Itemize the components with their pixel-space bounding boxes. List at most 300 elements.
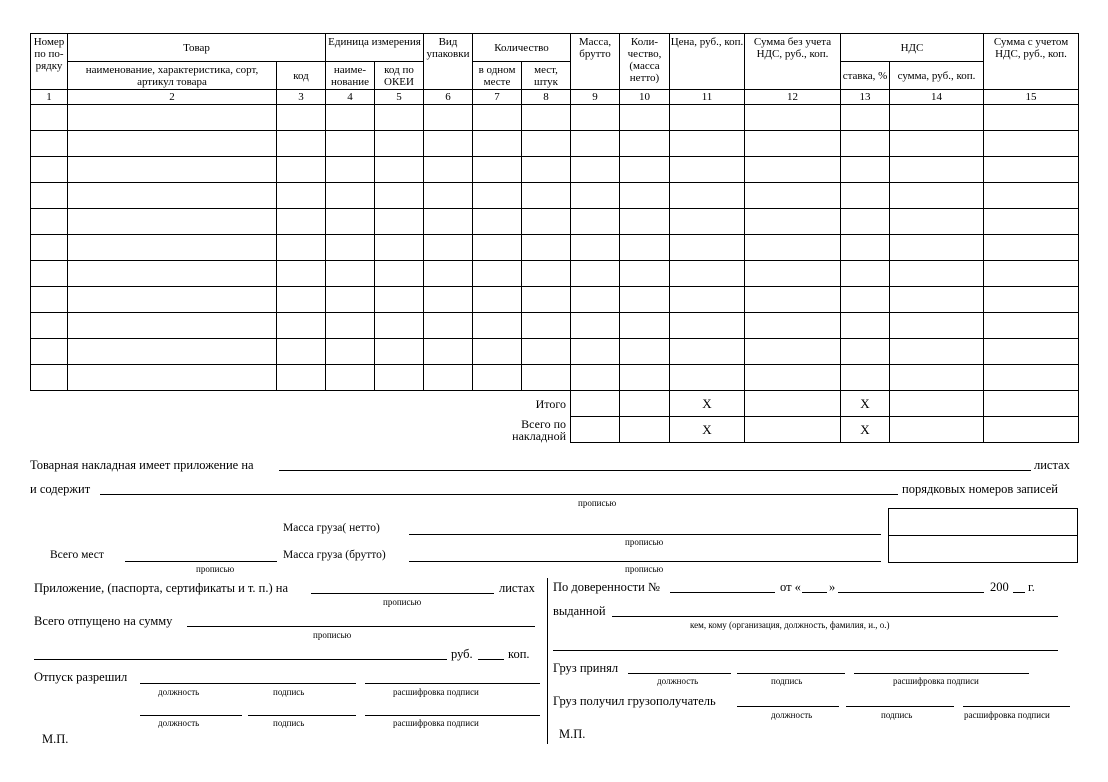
rub-label: руб. (451, 647, 473, 661)
table-cell[interactable] (277, 183, 326, 209)
table-cell[interactable] (277, 365, 326, 391)
total-places-field[interactable] (125, 561, 277, 562)
col-qty-net-header: Коли-чество, (масса нетто) (620, 34, 670, 90)
table-cell[interactable] (326, 287, 375, 313)
col-number: 4 (326, 90, 375, 105)
table-cell[interactable] (68, 235, 277, 261)
table-cell[interactable] (473, 235, 522, 261)
table-cell[interactable] (745, 209, 841, 235)
poa-from-label: от « (780, 580, 801, 594)
col-pack-header: Вид упаковки (424, 34, 473, 90)
table-cell[interactable] (424, 235, 473, 261)
totals-row-itogo (31, 391, 1079, 417)
table-cell[interactable] (522, 365, 571, 391)
table-cell[interactable] (670, 339, 745, 365)
table-cell[interactable] (31, 157, 68, 183)
table-cell[interactable] (522, 235, 571, 261)
table-cell[interactable] (571, 157, 620, 183)
table-cell[interactable] (745, 313, 841, 339)
signature-caption: подпись (273, 718, 305, 728)
poa-year-field[interactable] (1013, 592, 1025, 593)
table-cell[interactable] (571, 417, 620, 443)
table-cell[interactable] (620, 209, 670, 235)
table-cell[interactable] (890, 235, 984, 261)
table-cell[interactable] (841, 339, 890, 365)
issued-field[interactable] (612, 616, 1058, 617)
poa-quote-close: » (829, 580, 836, 594)
table-cell[interactable] (841, 209, 890, 235)
table-cell[interactable] (670, 365, 745, 391)
table-cell[interactable] (890, 287, 984, 313)
decoding-caption: расшифровка подписи (893, 676, 979, 686)
table-cell[interactable] (473, 157, 522, 183)
table-row[interactable] (31, 365, 1079, 391)
signature-caption: подпись (881, 710, 913, 720)
table-cell[interactable] (841, 183, 890, 209)
table-cell[interactable] (890, 417, 984, 443)
table-cell[interactable] (745, 261, 841, 287)
table-cell[interactable] (620, 235, 670, 261)
table-cell[interactable] (745, 235, 841, 261)
table-cell[interactable] (620, 417, 670, 443)
table-cell[interactable] (620, 287, 670, 313)
table-row[interactable] (31, 105, 1079, 131)
itogo-label: Итого (535, 396, 566, 411)
x-mark: Х (670, 417, 745, 443)
table-cell[interactable] (984, 391, 1079, 417)
table-cell[interactable] (841, 261, 890, 287)
table-cell[interactable] (984, 287, 1079, 313)
table-cell[interactable] (571, 287, 620, 313)
position-caption: должность (657, 676, 699, 686)
table-cell[interactable] (277, 261, 326, 287)
x-mark: Х (841, 417, 890, 443)
col-sum-with-vat-header: Сумма с учетом НДС, руб., коп. (984, 34, 1079, 90)
table-cell[interactable] (841, 287, 890, 313)
kop-label: коп. (508, 647, 530, 661)
table-cell[interactable] (745, 391, 841, 417)
table-cell[interactable] (620, 183, 670, 209)
table-cell[interactable] (620, 313, 670, 339)
table-cell[interactable] (890, 365, 984, 391)
table-cell[interactable] (670, 131, 745, 157)
table-cell[interactable] (375, 287, 424, 313)
attachment-label: Товарная накладная имеет приложение на (30, 458, 254, 472)
table-cell[interactable] (841, 235, 890, 261)
table-cell[interactable] (375, 313, 424, 339)
propisyu-caption: прописью (196, 564, 235, 574)
table-cell[interactable] (841, 365, 890, 391)
table-cell[interactable] (890, 131, 984, 157)
position-caption: должность (158, 687, 200, 697)
table-cell[interactable] (571, 209, 620, 235)
table-cell[interactable] (670, 287, 745, 313)
table-cell[interactable] (31, 313, 68, 339)
decoding-caption: расшифровка подписи (393, 687, 479, 697)
table-cell[interactable] (473, 287, 522, 313)
table-cell[interactable] (277, 339, 326, 365)
table-cell[interactable] (326, 209, 375, 235)
table-cell[interactable] (31, 365, 68, 391)
table-cell[interactable] (620, 105, 670, 131)
table-cell[interactable] (984, 157, 1079, 183)
table-cell[interactable] (68, 261, 277, 287)
table-cell[interactable] (473, 209, 522, 235)
col-number: 5 (375, 90, 424, 105)
table-cell[interactable] (326, 365, 375, 391)
appendix-label: Приложение, (паспорта, сертификаты и т. п.) на (34, 581, 289, 595)
table-row[interactable] (31, 235, 1079, 261)
poa-label: По доверенности № (553, 580, 660, 594)
table-cell[interactable] (375, 339, 424, 365)
col-number: 2 (68, 90, 277, 105)
table-cell[interactable] (745, 417, 841, 443)
table-cell[interactable] (841, 131, 890, 157)
table-cell[interactable] (31, 261, 68, 287)
table-cell[interactable] (670, 235, 745, 261)
table-cell[interactable] (620, 157, 670, 183)
table-cell[interactable] (277, 235, 326, 261)
table-cell[interactable] (375, 261, 424, 287)
table-cell[interactable] (31, 131, 68, 157)
table-cell[interactable] (68, 209, 277, 235)
table-cell[interactable] (424, 105, 473, 131)
table-cell[interactable] (68, 339, 277, 365)
x-mark: Х (670, 391, 745, 417)
table-cell[interactable] (326, 105, 375, 131)
poa-year-label: 200 (990, 580, 1009, 594)
table-row[interactable] (31, 313, 1079, 339)
table-row[interactable] (31, 183, 1079, 209)
col-number: 1 (31, 90, 68, 105)
table-cell[interactable] (670, 183, 745, 209)
table-cell[interactable] (277, 105, 326, 131)
table-cell[interactable] (522, 105, 571, 131)
section-divider (547, 578, 548, 744)
table-cell[interactable] (31, 235, 68, 261)
table-cell[interactable] (424, 261, 473, 287)
table-cell[interactable] (890, 209, 984, 235)
table-cell[interactable] (984, 209, 1079, 235)
table-row[interactable] (31, 131, 1079, 157)
col-num-header: Номер по по-рядку (31, 34, 68, 90)
table-cell[interactable] (620, 339, 670, 365)
appendix-sheets-field[interactable] (311, 593, 494, 594)
table-cell[interactable] (571, 339, 620, 365)
col-number: 10 (620, 90, 670, 105)
col-number: 13 (841, 90, 890, 105)
col-number: 9 (571, 90, 620, 105)
table-cell[interactable] (890, 105, 984, 131)
table-cell[interactable] (375, 183, 424, 209)
col-number: 15 (984, 90, 1079, 105)
decoding-caption: расшифровка подписи (964, 710, 1050, 720)
signature-field[interactable] (248, 715, 356, 716)
table-cell[interactable] (571, 261, 620, 287)
table-cell[interactable] (68, 183, 277, 209)
table-cell[interactable] (424, 183, 473, 209)
table-cell[interactable] (473, 339, 522, 365)
released-sum-label: Всего отпущено на сумму (34, 614, 173, 628)
signature-caption: подпись (771, 676, 803, 686)
table-cell[interactable] (326, 131, 375, 157)
released-sum-field[interactable] (187, 626, 535, 627)
column-numbers-row (31, 90, 1079, 105)
received-label: Груз получил грузополучатель (553, 694, 716, 708)
table-cell[interactable] (326, 183, 375, 209)
position-field[interactable] (140, 715, 242, 716)
propisyu-caption: прописью (313, 630, 352, 640)
col-number: 7 (473, 90, 522, 105)
table-cell[interactable] (68, 131, 277, 157)
table-cell[interactable] (984, 339, 1079, 365)
table-row[interactable] (31, 287, 1079, 313)
table-cell[interactable] (745, 339, 841, 365)
released-sum-words-field[interactable] (34, 659, 447, 660)
release-allowed-decoding-field[interactable] (365, 683, 540, 684)
table-cell[interactable] (31, 105, 68, 131)
received-decoding-field[interactable] (963, 706, 1070, 707)
table-cell[interactable] (375, 105, 424, 131)
propisyu-caption: прописью (383, 597, 422, 607)
table-cell[interactable] (890, 391, 984, 417)
table-cell[interactable] (424, 131, 473, 157)
table-cell[interactable] (522, 287, 571, 313)
position-caption: должность (158, 718, 200, 728)
col-qty-one-header: в одном месте (473, 62, 522, 90)
attachment-sheets-field[interactable] (279, 470, 1031, 471)
col-vat-header: НДС (841, 34, 984, 62)
table-cell[interactable] (473, 261, 522, 287)
table-cell[interactable] (522, 261, 571, 287)
table-cell[interactable] (473, 105, 522, 131)
table-cell[interactable] (620, 261, 670, 287)
col-qty-places-header: мест, штук (522, 62, 571, 90)
table-cell[interactable] (670, 209, 745, 235)
table-cell[interactable] (375, 209, 424, 235)
table-cell[interactable] (424, 287, 473, 313)
table-cell[interactable] (326, 235, 375, 261)
table-cell[interactable] (277, 157, 326, 183)
table-cell[interactable] (890, 261, 984, 287)
col-number: 6 (424, 90, 473, 105)
mass-net-box[interactable] (888, 508, 1078, 536)
table-cell[interactable] (31, 339, 68, 365)
table-cell[interactable] (620, 365, 670, 391)
table-cell[interactable] (670, 313, 745, 339)
accepted-label: Груз принял (553, 661, 619, 675)
table-cell[interactable] (620, 131, 670, 157)
col-number: 8 (522, 90, 571, 105)
table-cell[interactable] (984, 105, 1079, 131)
table-cell[interactable] (326, 157, 375, 183)
table-cell[interactable] (424, 209, 473, 235)
col-goods-header: Товар (68, 34, 326, 62)
table-cell[interactable] (571, 183, 620, 209)
release-allowed-label: Отпуск разрешил (34, 670, 128, 684)
table-cell[interactable] (277, 209, 326, 235)
kop-field[interactable] (478, 659, 504, 660)
table-cell[interactable] (473, 183, 522, 209)
table-cell[interactable] (571, 105, 620, 131)
table-cell[interactable] (522, 339, 571, 365)
table-cell[interactable] (31, 183, 68, 209)
contains-label: и содержит (30, 482, 91, 496)
release-allowed-sign-field[interactable] (140, 683, 356, 684)
table-cell[interactable] (890, 157, 984, 183)
issued-label: выданной (553, 604, 606, 618)
table-cell[interactable] (31, 287, 68, 313)
table-cell[interactable] (277, 313, 326, 339)
poa-month-field[interactable] (838, 592, 984, 593)
table-cell[interactable] (375, 157, 424, 183)
accepted-position-field[interactable] (628, 673, 731, 674)
col-unit-okei-header: код по ОКЕИ (375, 62, 424, 90)
table-cell[interactable] (424, 365, 473, 391)
received-signature-field[interactable] (846, 706, 954, 707)
position-caption: должность (771, 710, 813, 720)
table-cell[interactable] (375, 131, 424, 157)
propisyu-caption: прописью (578, 498, 617, 508)
table-cell[interactable] (571, 131, 620, 157)
poa-day-field[interactable] (802, 592, 827, 593)
table-cell[interactable] (571, 235, 620, 261)
table-cell[interactable] (424, 339, 473, 365)
col-number: 3 (277, 90, 326, 105)
table-cell[interactable] (745, 131, 841, 157)
table-cell[interactable] (745, 287, 841, 313)
table-cell[interactable] (745, 157, 841, 183)
table-cell[interactable] (522, 313, 571, 339)
table-cell[interactable] (890, 339, 984, 365)
table-cell[interactable] (620, 391, 670, 417)
appendix-sheets-label: листах (499, 581, 535, 595)
table-cell[interactable] (375, 235, 424, 261)
col-vat-sum-header: сумма, руб., коп. (890, 62, 984, 90)
table-cell[interactable] (670, 157, 745, 183)
table-cell[interactable] (571, 313, 620, 339)
table-cell[interactable] (68, 157, 277, 183)
by-whom-caption: кем, кому (организация, должность, фамилия, и., о.) (690, 620, 890, 630)
table-cell[interactable] (522, 209, 571, 235)
table-cell[interactable] (670, 105, 745, 131)
mass-gross-field[interactable] (409, 561, 881, 562)
table-cell[interactable] (522, 183, 571, 209)
poa-number-field[interactable] (670, 592, 775, 593)
goods-table (30, 33, 1079, 443)
table-cell[interactable] (424, 313, 473, 339)
table-cell[interactable] (473, 313, 522, 339)
col-price-header: Цена, руб., коп. (670, 34, 745, 90)
decoding-caption: расшифровка подписи (393, 718, 479, 728)
table-cell[interactable] (984, 183, 1079, 209)
table-cell[interactable] (326, 261, 375, 287)
mass-net-field[interactable] (409, 534, 881, 535)
table-cell[interactable] (984, 365, 1079, 391)
total-places-label: Всего мест (50, 549, 104, 561)
table-cell[interactable] (745, 365, 841, 391)
col-goods-name-header: наименование, характеристика, сорт, артикул товара (68, 62, 277, 90)
propisyu-caption: прописью (625, 564, 664, 574)
table-cell[interactable] (326, 313, 375, 339)
table-cell[interactable] (984, 261, 1079, 287)
col-number: 11 (670, 90, 745, 105)
table-row[interactable] (31, 209, 1079, 235)
table-cell[interactable] (424, 157, 473, 183)
table-cell[interactable] (890, 183, 984, 209)
totals-row-vsego (31, 417, 1079, 443)
vsego-label: Всего по накладной (512, 416, 566, 443)
table-cell[interactable] (745, 183, 841, 209)
accepted-decoding-field[interactable] (854, 673, 1029, 674)
mass-net-label: Масса груза( нетто) (283, 522, 380, 534)
records-count-field[interactable] (100, 494, 898, 495)
table-cell[interactable] (984, 417, 1079, 443)
table-cell[interactable] (890, 313, 984, 339)
table-cell[interactable] (571, 391, 620, 417)
table-cell[interactable] (375, 365, 424, 391)
table-cell[interactable] (68, 313, 277, 339)
col-vat-rate-header: ставка, % (841, 62, 890, 90)
table-cell[interactable] (571, 365, 620, 391)
stamp-place-left: М.П. (42, 732, 69, 746)
table-cell[interactable] (68, 105, 277, 131)
table-cell[interactable] (68, 365, 277, 391)
table-cell[interactable] (841, 105, 890, 131)
table-cell[interactable] (841, 157, 890, 183)
col-sum-no-vat-header: Сумма без учета НДС, руб., коп. (745, 34, 841, 90)
col-mass-gross-header: Масса, брутто (571, 34, 620, 90)
issued-field-2[interactable] (553, 650, 1058, 651)
mass-gross-box[interactable] (888, 535, 1078, 563)
table-cell[interactable] (473, 131, 522, 157)
accepted-signature-field[interactable] (737, 673, 845, 674)
col-unit-name-header: наиме-нование (326, 62, 375, 90)
table-cell[interactable] (277, 287, 326, 313)
table-row[interactable] (31, 339, 1079, 365)
sheets-label: листах (1034, 458, 1070, 472)
received-position-field[interactable] (737, 706, 839, 707)
signature-caption: подпись (273, 687, 305, 697)
col-number: 12 (745, 90, 841, 105)
records-label: порядковых номеров записей (902, 482, 1058, 496)
col-number: 14 (890, 90, 984, 105)
table-cell[interactable] (841, 313, 890, 339)
table-cell[interactable] (522, 131, 571, 157)
table-cell[interactable] (326, 339, 375, 365)
table-cell[interactable] (670, 261, 745, 287)
table-cell[interactable] (522, 157, 571, 183)
table-row[interactable] (31, 261, 1079, 287)
poa-year-suffix: г. (1028, 580, 1035, 594)
table-cell[interactable] (984, 313, 1079, 339)
table-cell[interactable] (984, 131, 1079, 157)
mass-gross-label: Масса груза (брутто) (283, 549, 386, 561)
x-mark: Х (841, 391, 890, 417)
table-row[interactable] (31, 157, 1079, 183)
stamp-place-right: М.П. (559, 727, 586, 741)
table-cell[interactable] (31, 209, 68, 235)
col-qty-header: Количество (473, 34, 571, 62)
table-cell[interactable] (277, 131, 326, 157)
table-cell[interactable] (745, 105, 841, 131)
decoding-field[interactable] (365, 715, 540, 716)
col-goods-code-header: код (277, 62, 326, 90)
table-cell[interactable] (473, 365, 522, 391)
propisyu-caption: прописью (625, 537, 664, 547)
table-cell[interactable] (68, 287, 277, 313)
table-cell[interactable] (984, 235, 1079, 261)
